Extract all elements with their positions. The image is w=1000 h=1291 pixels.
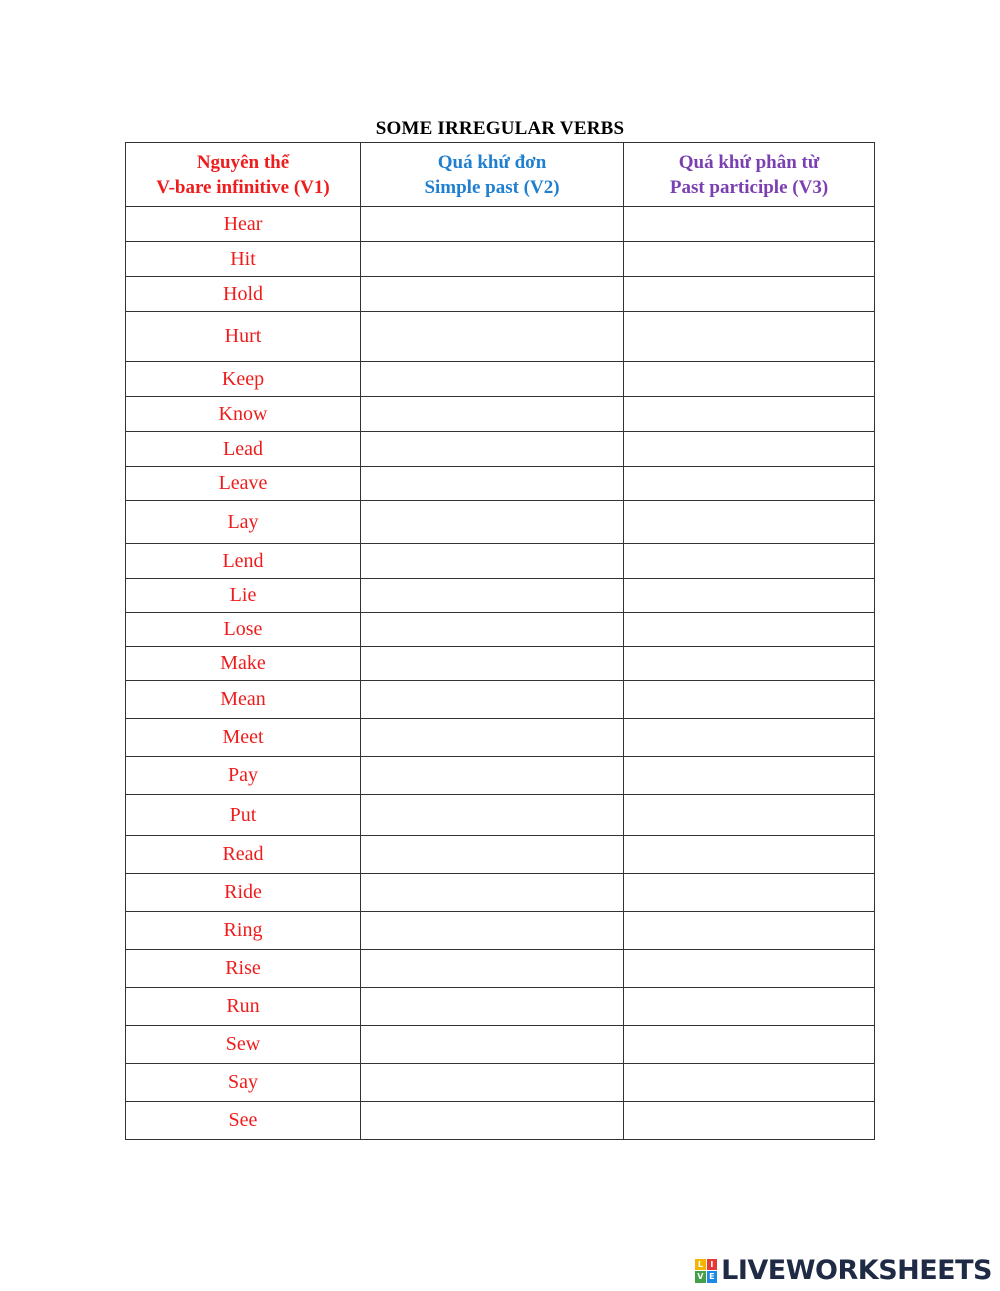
verb-v2-answer-cell[interactable] (361, 1102, 624, 1140)
verb-v1-cell: Read (126, 836, 361, 874)
verb-v2-answer-cell[interactable] (361, 312, 624, 362)
logo-mark-square: V (695, 1271, 706, 1283)
table-row (126, 432, 875, 467)
verb-v2-answer-cell[interactable] (361, 719, 624, 757)
table-row (126, 950, 875, 988)
table-row (126, 544, 875, 579)
table-row (126, 397, 875, 432)
verb-v3-answer-cell[interactable] (624, 757, 875, 795)
table-row (126, 874, 875, 912)
verb-v3-answer-cell[interactable] (624, 362, 875, 397)
table-row (126, 277, 875, 312)
table-row (126, 681, 875, 719)
verb-v3-answer-cell[interactable] (624, 579, 875, 613)
verb-v3-answer-cell[interactable] (624, 719, 875, 757)
verb-v1-cell: Ride (126, 874, 361, 912)
verb-v2-answer-cell[interactable] (361, 912, 624, 950)
verb-v1-cell: Say (126, 1064, 361, 1102)
liveworksheets-logo-mark (695, 1259, 717, 1283)
verb-v1-cell: Ring (126, 912, 361, 950)
verb-v1-cell: Lead (126, 432, 361, 467)
verb-v2-answer-cell[interactable] (361, 681, 624, 719)
verb-v1-cell: Hear (126, 207, 361, 242)
table-row (126, 613, 875, 647)
column-header-v1 (126, 143, 361, 207)
table-row (126, 312, 875, 362)
table-row (126, 836, 875, 874)
verb-rows (126, 207, 875, 1140)
verb-v3-answer-cell[interactable] (624, 312, 875, 362)
verb-v3-answer-cell[interactable] (624, 1064, 875, 1102)
table-row (126, 1026, 875, 1064)
liveworksheets-logo (695, 1255, 992, 1286)
table-row (126, 1102, 875, 1140)
verb-v2-answer-cell[interactable] (361, 874, 624, 912)
verb-v3-answer-cell[interactable] (624, 207, 875, 242)
verb-v1-cell: Meet (126, 719, 361, 757)
verb-v1-cell: Sew (126, 1026, 361, 1064)
verb-v1-cell: Keep (126, 362, 361, 397)
column-header-v3-vietnamese: Quá khứ phân từ (678, 151, 820, 173)
verb-v3-answer-cell[interactable] (624, 544, 875, 579)
verb-v1-cell: Lose (126, 613, 361, 647)
verb-v3-answer-cell[interactable] (624, 467, 875, 501)
table-row (126, 719, 875, 757)
verb-v1-cell: Hold (126, 277, 361, 312)
verb-v2-answer-cell[interactable] (361, 1026, 624, 1064)
verb-v3-answer-cell[interactable] (624, 397, 875, 432)
verb-v3-answer-cell[interactable] (624, 874, 875, 912)
verb-v2-answer-cell[interactable] (361, 397, 624, 432)
verb-v3-answer-cell[interactable] (624, 1102, 875, 1140)
verb-v2-answer-cell[interactable] (361, 647, 624, 681)
verb-v1-cell: See (126, 1102, 361, 1140)
column-header-v2-vietnamese: Quá khứ đơn (437, 151, 547, 173)
verb-v1-cell: Put (126, 795, 361, 836)
column-header-v3 (624, 143, 875, 207)
verb-v1-cell: Make (126, 647, 361, 681)
verb-v3-answer-cell[interactable] (624, 613, 875, 647)
verb-v3-answer-cell[interactable] (624, 912, 875, 950)
table-row (126, 1064, 875, 1102)
verb-v1-cell: Run (126, 988, 361, 1026)
verb-v3-answer-cell[interactable] (624, 501, 875, 544)
verb-v2-answer-cell[interactable] (361, 836, 624, 874)
verb-v1-cell: Pay (126, 757, 361, 795)
logo-mark-square: E (707, 1271, 718, 1283)
verb-v2-answer-cell[interactable] (361, 242, 624, 277)
table-row (126, 467, 875, 501)
verb-v1-cell: Lend (126, 544, 361, 579)
column-header-v2-english: Simple past (V2) (424, 176, 560, 198)
table-row (126, 988, 875, 1026)
verb-v2-answer-cell[interactable] (361, 613, 624, 647)
verb-v3-answer-cell[interactable] (624, 277, 875, 312)
verb-v3-answer-cell[interactable] (624, 836, 875, 874)
verb-v2-answer-cell[interactable] (361, 544, 624, 579)
logo-mark-square: I (707, 1259, 718, 1271)
verb-v2-answer-cell[interactable] (361, 579, 624, 613)
verb-v3-answer-cell[interactable] (624, 432, 875, 467)
verb-v2-answer-cell[interactable] (361, 362, 624, 397)
table-row (126, 795, 875, 836)
verb-v2-answer-cell[interactable] (361, 1064, 624, 1102)
column-header-v1-vietnamese: Nguyên thể (196, 151, 290, 173)
table-header-row (126, 143, 875, 207)
logo-mark-square: L (695, 1259, 706, 1271)
irregular-verbs-table (125, 142, 875, 1140)
table-row (126, 757, 875, 795)
verb-v1-cell: Hit (126, 242, 361, 277)
verb-v1-cell: Know (126, 397, 361, 432)
verb-v2-answer-cell[interactable] (361, 207, 624, 242)
verb-v3-answer-cell[interactable] (624, 681, 875, 719)
verb-v1-cell: Rise (126, 950, 361, 988)
verb-v3-answer-cell[interactable] (624, 1026, 875, 1064)
column-header-v1-english: V-bare infinitive (V1) (156, 176, 330, 198)
liveworksheets-logo-text: LIVEWORKSHEETS (721, 1255, 992, 1286)
table-row (126, 362, 875, 397)
worksheet-title: SOME IRREGULAR VERBS (375, 118, 625, 139)
verb-v2-answer-cell[interactable] (361, 757, 624, 795)
table-row (126, 242, 875, 277)
verb-v2-answer-cell[interactable] (361, 501, 624, 544)
verb-v1-cell: Lie (126, 579, 361, 613)
table-row (126, 501, 875, 544)
verb-v3-answer-cell[interactable] (624, 950, 875, 988)
verb-v1-cell: Leave (126, 467, 361, 501)
table-row (126, 912, 875, 950)
verb-v3-answer-cell[interactable] (624, 647, 875, 681)
verb-v2-answer-cell[interactable] (361, 795, 624, 836)
verb-v3-answer-cell[interactable] (624, 242, 875, 277)
column-header-v3-english: Past participle (V3) (669, 176, 829, 198)
verb-v1-cell: Mean (126, 681, 361, 719)
table-row (126, 207, 875, 242)
table-row (126, 579, 875, 613)
verb-v2-answer-cell[interactable] (361, 432, 624, 467)
verb-v1-cell: Hurt (126, 312, 361, 362)
table-row (126, 647, 875, 681)
verb-v2-answer-cell[interactable] (361, 950, 624, 988)
verb-v3-answer-cell[interactable] (624, 795, 875, 836)
verb-v1-cell: Lay (126, 501, 361, 544)
verb-v2-answer-cell[interactable] (361, 467, 624, 501)
verb-v3-answer-cell[interactable] (624, 988, 875, 1026)
column-header-v2 (361, 143, 624, 207)
verb-v2-answer-cell[interactable] (361, 277, 624, 312)
verb-v2-answer-cell[interactable] (361, 988, 624, 1026)
